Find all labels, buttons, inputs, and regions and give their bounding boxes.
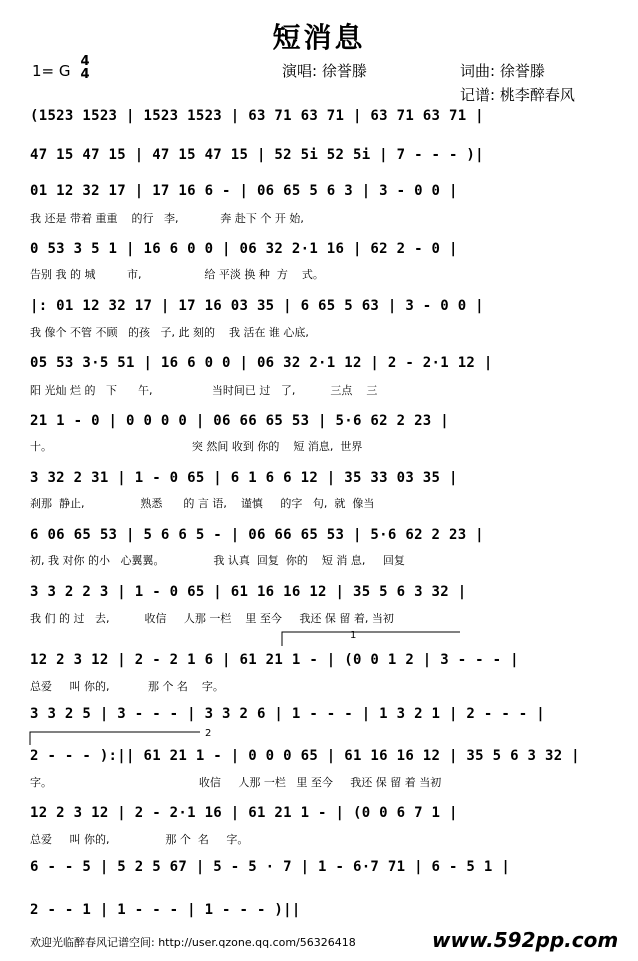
notes-line-12: 3 3 2 5 | 3 - - - | 3 3 2 6 | 1 - - - | 1 3 2 1 | 2 - - - | [30,706,545,722]
lyric-line-4: 阳 光灿 烂 的 下 午, 当时间已 过 了, 三点 三 [30,384,378,397]
notes-line-16: 2 - - 1 | 1 - - - | 1 - - - )|| [30,902,301,918]
composer-credit: 词曲: 徐誉滕 [460,62,545,80]
meter-bottom: 4 [80,67,90,82]
second-ending-bracket [30,732,200,745]
singer-credit: 演唱: 徐誉滕 [282,62,367,80]
notes-line-4: 0 53 3 5 1 | 16 6 0 0 | 06 32 2·1 16 | 62 2 - 0 | [30,241,458,257]
lyric-line-6: 刹那 静止, 熟悉 的 言 语, 谨慎 的字 句, 就 像当 [30,497,375,510]
notes-line-11: 12 2 3 12 | 2 - 2 1 6 | 61 21 1 - | (0 0 1 2 | 3 - - - | [30,652,519,668]
footer-credit: 欢迎光临醉春风记谱空间: http://user.qzone.qq.com/56326418 [30,936,356,949]
lyric-line-5: 十。 突 然间 收到 你的 短 消息, 世界 [30,440,363,453]
lyric-line-10: 字。 收信 人那 一栏 里 至今 我还 保 留 着 当初 [30,776,442,789]
lyric-line-7: 初, 我 对你 的小 心翼翼。 我 认真 回复 你的 短 消 息, 回复 [30,554,405,567]
notes-line-9: 6 06 65 53 | 5 6 6 5 - | 06 66 65 53 | 5·6 62 2 23 | [30,527,484,543]
first-ending-bracket [282,632,460,646]
notes-line-1: (1523 1523 | 1523 1523 | 63 71 63 71 | 63 71 63 71 | [30,108,484,124]
lyric-line-3: 我 像个 不管 不顾 的孩 子, 此 刻的 我 活在 谁 心底, [30,326,309,339]
notes-line-5: |: 01 12 32 17 | 17 16 03 35 | 6 65 5 63 | 3 - 0 0 | [30,298,484,314]
notes-line-8: 3 32 2 31 | 1 - 0 65 | 6 1 6 6 12 | 35 33 03 35 | [30,470,458,486]
notes-line-10: 3 3 2 2 3 | 1 - 0 65 | 61 16 16 12 | 35 5 6 3 32 | [30,584,467,600]
first-ending-number: 1 [350,630,357,641]
lyric-line-2: 告别 我 的 城 市, 给 平淡 换 种 方 式。 [30,268,324,281]
site-watermark: www.592pp.com [432,928,619,952]
notes-line-14: 12 2 3 12 | 2 - 2·1 16 | 61 21 1 - | (0 0 6 7 1 | [30,805,458,821]
page-title: 短消息 [272,21,366,54]
recorder-credit: 记谱: 桃李醉春风 [460,86,575,104]
notes-line-13: 2 - - - ):|| 61 21 1 - | 0 0 0 65 | 61 16 16 12 | 35 5 6 3 32 | [30,748,580,764]
key-signature: 1= G [32,62,71,80]
notes-line-2: 47 15 47 15 | 47 15 47 15 | 52 5i 52 5i | 7 - - - )| [30,147,484,163]
lyric-line-9: 总爱 叫 你的, 那 个 名 字。 [30,680,224,693]
meter-top: 4 [80,54,90,69]
notes-line-6: 05 53 3·5 51 | 16 6 0 0 | 06 32 2·1 12 | 2 - 2·1 12 | [30,355,493,371]
notes-line-15: 6 - - 5 | 5 2 5 67 | 5 - 5 · 7 | 1 - 6·7 71 | 6 - 5 1 | [30,859,511,875]
notes-line-7: 21 1 - 0 | 0 0 0 0 | 06 66 65 53 | 5·6 62 2 23 | [30,413,449,429]
notes-line-3: 01 12 32 17 | 17 16 6 - | 06 65 5 6 3 | 3 - 0 0 | [30,183,458,199]
second-ending-number: 2 [205,728,212,739]
lyric-line-11: 总爱 叫 你的, 那 个 名 字。 [30,833,249,846]
lyric-line-8: 我 们 的 过 去, 收信 人那 一栏 里 至今 我还 保 留 着, 当初 [30,612,394,625]
lyric-line-1: 我 还是 带着 重重 的行 李, 奔 赴下 个 开 始, [30,212,304,225]
